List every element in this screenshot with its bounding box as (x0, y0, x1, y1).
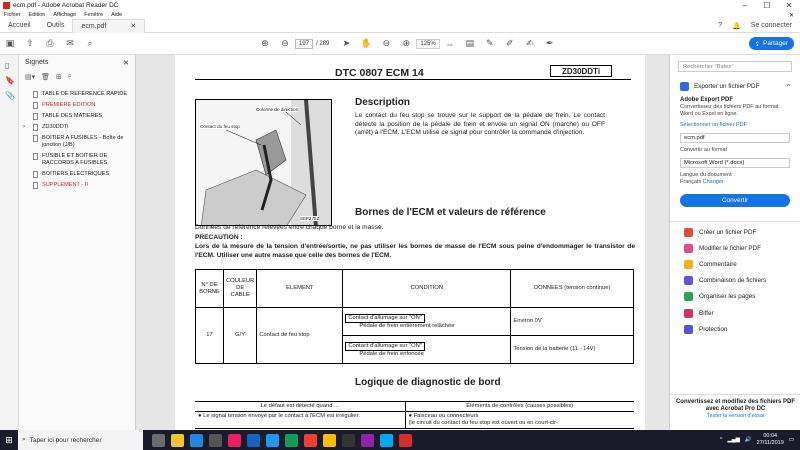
condition-1-box: Contact d'allumage sur "ON" (345, 314, 425, 323)
bookmark-icon (33, 135, 38, 142)
page-input[interactable]: 197 (295, 39, 313, 49)
description-title: Description (355, 97, 411, 108)
bookmark-label: PREMIERE EDITION (42, 102, 96, 108)
upload-icon[interactable]: ⇧ (26, 38, 34, 48)
maximize-button[interactable]: ☐ (763, 1, 771, 10)
convert-button[interactable]: Convertir (680, 194, 790, 207)
options-icon[interactable]: ▤▾ (25, 74, 36, 81)
menu-file[interactable]: Fichier (4, 12, 21, 18)
element-name: Contact de feu stop (257, 308, 343, 364)
pdf-page (175, 55, 645, 430)
figure-drawing (196, 100, 332, 226)
main-toolbar (0, 33, 800, 55)
signin-link[interactable]: Se connecter (750, 22, 792, 29)
condition-1-text: Pédale de frein entièrement relâchée (359, 322, 455, 329)
file-field[interactable]: ecm.pdf (680, 133, 790, 143)
tray-chevron-icon[interactable]: ^ (719, 437, 723, 443)
tool-icon (684, 292, 693, 301)
data-1: Environ 0V (511, 308, 634, 336)
figure-ref: SEF275Z (300, 216, 320, 221)
data-2: Tension de la batterie (11 - 14V) (511, 336, 634, 364)
table-header: DONNEES (tension continue) (511, 270, 634, 308)
sign-icon[interactable]: ✒ (545, 38, 554, 48)
engine-code: ZD30DDTi (550, 65, 612, 77)
pages-icon[interactable]: ▯ (5, 61, 10, 70)
close-panel-icon[interactable]: ✕ (123, 60, 129, 67)
logic-title: Logique de diagnostic de bord (355, 377, 501, 388)
diag-detected: Le signal tension envoyé par le contact à l'ECM est irrégulier. (203, 413, 360, 419)
bookmark-item[interactable] (19, 180, 135, 191)
bookmark-label: BOITIER A FUSIBLES - Boîte de jonction (J/B) (42, 135, 124, 148)
table-header: ELEMENT (257, 270, 343, 308)
export-description: Convertissez des fichiers PDF au format Word ou Excel en ligne. (680, 104, 779, 117)
trial-link[interactable]: Tester la version d'essai (706, 413, 765, 419)
bookmark-item[interactable] (19, 111, 135, 122)
bookmark-label: TABLE DE REFERENCE RAPIDE (42, 91, 128, 97)
taskbar-app-icon[interactable] (361, 434, 374, 447)
tool-label: Commentaire (699, 260, 737, 268)
pro-promo (670, 394, 800, 430)
language-value: Français (680, 179, 702, 185)
expand-chevron-icon[interactable]: › (23, 124, 25, 130)
zoom-select[interactable]: 125% (416, 39, 439, 49)
change-language-link[interactable]: Changer (702, 179, 724, 185)
precaution-title: PRECAUTION : (195, 234, 243, 241)
tool-label: Biffer (699, 309, 714, 317)
print-icon[interactable]: ⎙ (46, 38, 54, 48)
attachments-icon[interactable]: 📎 (5, 91, 15, 100)
help-icon[interactable]: ? (718, 22, 723, 29)
diag-header-causes: Eléments de contrôles (causes possibles) (405, 402, 634, 412)
taskbar-app-icon[interactable] (342, 434, 355, 447)
page-total: / 289 (316, 40, 330, 47)
comment-icon[interactable]: ✎ (485, 38, 494, 48)
promo-text: Convertissez et modifiez des fichiers PDF avec Acrobat Pro DC (675, 399, 796, 412)
scroll-mode-icon[interactable]: ▤ (465, 38, 474, 48)
bookmark-icon (33, 91, 38, 98)
search-icon: ⌕ (22, 436, 26, 443)
draw-icon[interactable]: ✍ (525, 38, 534, 48)
network-icon[interactable]: ▂▄▆ (727, 437, 740, 443)
tool-label: Combinaison de fichiers (699, 277, 767, 285)
bookmark-search-icon[interactable]: ⌕ (67, 73, 72, 80)
tab-home[interactable]: Accueil (8, 21, 31, 29)
document-view[interactable] (136, 55, 669, 430)
taskbar-app-icon[interactable] (228, 434, 241, 447)
bookmark-icon (33, 182, 38, 189)
brake-switch-figure (195, 99, 332, 226)
bookmark-icon (33, 153, 38, 160)
menu-view[interactable]: Affichage (53, 12, 77, 18)
tool-list (670, 221, 800, 337)
bookmark-label: BOITIERS ELECTRIQUES (42, 171, 110, 177)
convert-to-label: Convertir au format (680, 147, 728, 153)
acrobat-icon (3, 2, 10, 9)
diagnostic-table: Le défaut est détecté quand ... Eléments de contrôles (causes possibles) ● Le signal tension envoyé par le contact à l'ECM est irrégulier. ● Faisceau ou connecteurs (le circuit du contact du feu stop est ouvert ou en court-cir- (195, 401, 634, 429)
header-rule (195, 79, 631, 80)
search-icon[interactable]: ⌕ (87, 38, 93, 48)
bookmark-item[interactable] (19, 89, 135, 100)
tab-document-label: ecm.pdf (81, 22, 107, 30)
fit-page-icon[interactable]: ⇔ (445, 38, 455, 49)
chevron-up-icon[interactable]: ^ (787, 83, 790, 90)
highlight-icon[interactable]: ✐ (505, 38, 514, 48)
figure-label-column: Colonne de direction (256, 107, 299, 112)
bookmark-list (19, 89, 135, 191)
bornes-title: Bornes de l'ECM et valeurs de référence (355, 207, 546, 218)
bookmark-icon (33, 113, 38, 120)
precaution-text: Lors de la mesure de la tension d'entrée/sortie, ne pas utiliser les bornes de masse de l'ECM sous peine d'endommager le transistor de l'ECM. Utiliser une autre masse que celle des bornes de l'ECM. (195, 243, 635, 259)
taskbar-app-icon[interactable] (209, 434, 222, 447)
clock-date: 27/11/2019 (756, 440, 784, 446)
bookmark-icon (33, 124, 38, 131)
taskbar-search-placeholder: Taper ici pour rechercher (29, 436, 102, 444)
taskbar-app-icon[interactable] (399, 434, 412, 447)
tool-item[interactable] (670, 321, 800, 337)
bookmark-item[interactable] (19, 133, 135, 151)
left-rail (0, 55, 19, 430)
table-header: CONDITION (343, 270, 511, 308)
tool-icon (684, 309, 693, 318)
export-pdf-header[interactable] (670, 78, 800, 95)
page-up-icon[interactable]: ⊕ (261, 38, 269, 48)
bookmark-item[interactable] (19, 151, 135, 169)
windows-start-icon[interactable]: ⊞ (5, 434, 13, 445)
clock-time: 00:04 (763, 433, 778, 439)
tools-search-input[interactable]: Rechercher "Bates" (678, 61, 792, 72)
taskbar-search[interactable] (18, 430, 143, 450)
tool-item[interactable] (670, 240, 800, 256)
system-tray (720, 433, 800, 447)
diag-cause: Faisceau ou connecteurs (413, 413, 479, 419)
export-pdf-label: Exporter un fichier PDF (694, 83, 760, 90)
tool-label: Modifier le fichier PDF (699, 244, 761, 252)
tool-icon (684, 276, 693, 285)
format-select[interactable]: Microsoft Word (*.docx) (680, 158, 790, 168)
description-text: Le contact du feu stop se trouve sur le support de la pédale de frein. Le contact détecte la position de la pédale de frein et envoie un signal ON (marche) ou OFF (arrêt) à l'ECM. L'ECM utilise ce signal pour contrôler la commande d'injection. (355, 112, 605, 136)
diag-cause-detail: (le circuit du contact du feu stop est ouvert ou en court-cir- (408, 420, 559, 426)
taskbar-app-icon[interactable] (190, 434, 203, 447)
close-menu-icon[interactable]: ✕ (788, 12, 794, 19)
volume-icon[interactable]: 🔊 (744, 437, 752, 443)
condition-2-text: Pédale de frein enfoncée (359, 350, 424, 357)
window-title: ecm.pdf - Adobe Acrobat Reader DC (13, 2, 119, 9)
page-navigator (295, 39, 329, 49)
bookmark-icon (33, 171, 38, 178)
figure-label-switch: Contact du feu stop (200, 124, 240, 129)
close-window-button[interactable]: ✕ (785, 1, 793, 10)
hand-icon[interactable]: ✋ (360, 38, 372, 48)
bookmarks-icon[interactable]: 🔖 (5, 76, 15, 85)
taskbar-app-icon[interactable] (247, 434, 260, 447)
tab-bar (0, 19, 800, 33)
clock[interactable] (757, 433, 784, 447)
menu-edit[interactable]: Edition (28, 12, 46, 18)
taskbar-app-icon[interactable] (380, 434, 393, 447)
bookmark-label: TABLE DES MATIERES (42, 113, 103, 119)
pinned-apps (149, 434, 415, 447)
dtc-title: DTC 0807 ECM 14 (335, 67, 424, 79)
tab-document[interactable] (72, 19, 145, 33)
mail-icon[interactable]: ✉ (66, 38, 74, 48)
taskbar-app-icon[interactable] (323, 434, 336, 447)
condition-2-box: Contact d'allumage sur "ON" (345, 342, 425, 351)
reference-table (195, 269, 634, 364)
bookmark-label: SUPPLEMENT - II (42, 182, 88, 188)
zoom-out-icon[interactable]: ⊖ (382, 38, 391, 48)
taskbar-app-icon[interactable] (152, 434, 165, 447)
share-label: Partager (763, 40, 788, 47)
language-label: Langue du document : (680, 172, 735, 178)
tool-item[interactable] (670, 289, 800, 305)
tools-panel (669, 55, 800, 430)
table-header: COULEUR DE CABLE (224, 270, 257, 308)
wire-color: G/Y (224, 308, 257, 364)
taskbar-app-icon[interactable] (285, 434, 298, 447)
tool-item[interactable] (670, 273, 800, 289)
title-bar (0, 0, 800, 11)
minimize-button[interactable]: – (742, 1, 748, 10)
taskbar-app-icon[interactable] (266, 434, 279, 447)
bookmark-icon (33, 102, 38, 109)
notifications-icon[interactable]: ▭ (788, 437, 794, 443)
delete-icon[interactable]: 🗑 (41, 74, 51, 81)
export-title: Adobe Export PDF (680, 97, 734, 103)
tool-item[interactable] (670, 305, 800, 321)
bookmarks-panel (19, 55, 136, 430)
taskbar-app-icon[interactable] (304, 434, 317, 447)
terminal-number: 17 (196, 308, 224, 364)
taskbar (0, 430, 800, 450)
tool-item[interactable] (670, 224, 800, 240)
tool-icon (684, 244, 693, 253)
menu-window[interactable]: Fenêtre (84, 12, 104, 18)
share-icon: ⇪ (754, 40, 761, 48)
expand-icon[interactable]: ⊞ (56, 74, 62, 81)
pointer-icon[interactable]: ➤ (342, 38, 351, 48)
tab-tools[interactable]: Outils (46, 21, 65, 29)
diag-header-detected: Le défaut est détecté quand ... (195, 402, 405, 412)
bookmark-item[interactable] (19, 122, 135, 133)
bell-icon[interactable]: 🔔 (732, 22, 741, 30)
share-button[interactable] (749, 37, 794, 50)
tool-icon (684, 228, 693, 237)
bookmarks-title: Signets (25, 59, 49, 66)
tool-label: Protection (699, 325, 728, 333)
tab-close-icon[interactable]: ✕ (130, 22, 137, 30)
reference-intro: Données de référence relevées entre chaque borne et la masse. (195, 224, 384, 231)
bookmark-item[interactable] (19, 100, 135, 111)
bookmark-label: FUSIBLE ET BOITIER DE RACCORDS A FUSIBLES (42, 153, 108, 166)
taskbar-app-icon[interactable] (171, 434, 184, 447)
select-file-link[interactable]: Sélectionner un fichier PDF (680, 122, 747, 128)
page-down-icon[interactable]: ⊖ (281, 38, 289, 48)
bookmark-item[interactable] (19, 169, 135, 180)
table-header: N° DE BORNE (196, 270, 224, 308)
tool-label: Créer un fichier PDF (699, 228, 757, 236)
zoom-in-icon[interactable]: ⊕ (402, 38, 411, 48)
tool-item[interactable] (670, 256, 800, 272)
tool-icon (684, 325, 693, 334)
menu-help[interactable]: Aide (111, 12, 123, 18)
export-icon (680, 82, 689, 91)
tool-icon (684, 260, 693, 269)
save-icon[interactable]: ▣ (5, 38, 15, 48)
bookmark-label: ZD30DDTi (42, 124, 69, 130)
tool-label: Organiser les pages (699, 293, 756, 301)
